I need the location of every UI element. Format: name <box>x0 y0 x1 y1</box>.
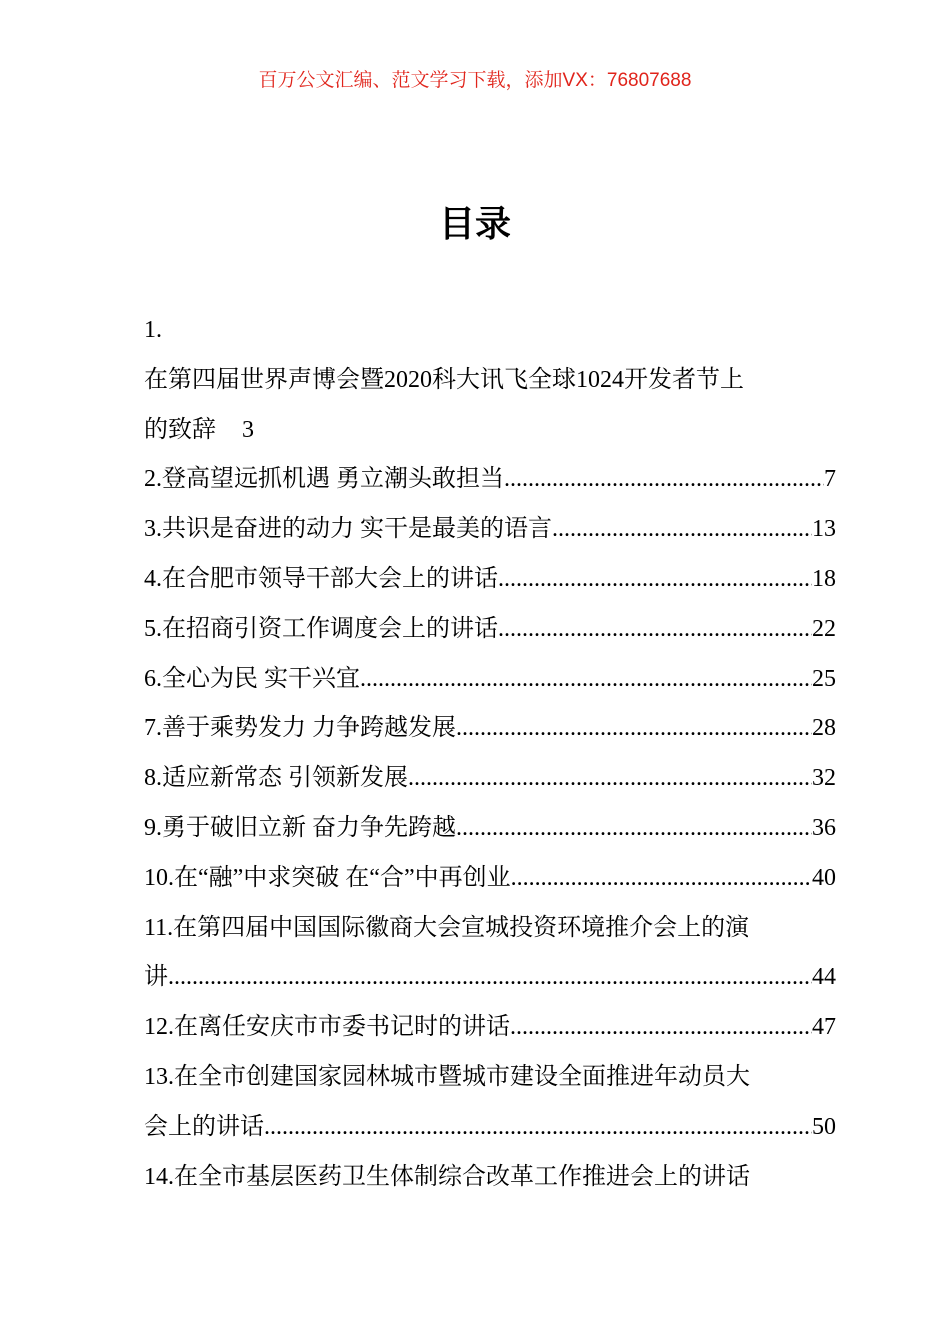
toc-entry-page: 36 <box>812 814 836 841</box>
toc-entry[interactable] <box>144 555 836 605</box>
toc-entry-text: 讲 <box>144 964 168 991</box>
toc-leader <box>498 605 812 655</box>
toc-entry-page: 13 <box>812 516 836 543</box>
toc-entry-page: 18 <box>812 565 836 592</box>
toc-entry-page: 28 <box>812 715 836 742</box>
toc-entry-13-line1[interactable]: 13.在全市创建国家园林城市暨城市建设全面推进年动员大 <box>144 1063 750 1090</box>
toc-leader <box>360 655 812 705</box>
toc-entry[interactable] <box>144 704 836 754</box>
toc-entry-text: 4.在合肥市领导干部大会上的讲话 <box>144 565 498 592</box>
toc-entry[interactable] <box>144 455 836 505</box>
toc-entry-text: 2.登高望远抓机遇 勇立潮头敢担当 <box>144 466 504 493</box>
toc-entry-1-line2 <box>144 406 836 456</box>
toc-entry-page: 32 <box>812 765 836 792</box>
toc-entry-14-line1[interactable]: 14.在全市基层医药卫生体制综合改革工作推进会上的讲话 <box>144 1163 750 1190</box>
toc-entry[interactable] <box>144 804 836 854</box>
toc-entry[interactable] <box>144 605 836 655</box>
toc-entry-13-line2[interactable] <box>144 1103 836 1153</box>
toc-leader <box>511 854 812 904</box>
toc-entry-text: 8.适应新常态 引领新发展 <box>144 765 408 792</box>
toc-entry-1-page: 3 <box>242 416 254 443</box>
toc-entry-11-line2[interactable] <box>144 953 836 1003</box>
toc-entry-12[interactable] <box>144 1003 836 1053</box>
toc-entry-page: 7 <box>824 466 836 493</box>
toc-entry-text: 会上的讲话 <box>144 1113 264 1140</box>
toc-entry[interactable] <box>144 754 836 804</box>
toc-entry-page: 40 <box>812 864 836 891</box>
toc-entry-1-line1: 在第四届世界声博会暨2020科大讯飞全球1024开发者节上 <box>144 366 744 393</box>
toc-leader <box>510 1003 812 1053</box>
toc-entry-page: 47 <box>812 1014 836 1041</box>
toc-entry-text: 9.勇于破旧立新 奋力争先跨越 <box>144 814 456 841</box>
toc-leader <box>168 953 812 1003</box>
toc-entry-1-number: 1. <box>144 317 162 343</box>
toc-entry-page: 25 <box>812 665 836 692</box>
toc-entry-page: 50 <box>812 1113 836 1140</box>
toc-entry-text: 12.在离任安庆市市委书记时的讲话 <box>144 1014 510 1041</box>
toc-entry[interactable] <box>144 854 836 904</box>
watermark-header: 百万公文汇编、范文学习下载，添加VX：76807688 <box>258 70 692 91</box>
toc-leader <box>498 555 812 605</box>
toc-entry-text: 5.在招商引资工作调度会上的讲话 <box>144 615 498 642</box>
toc-entry-page: 22 <box>812 615 836 642</box>
toc-entry-text: 6.全心为民 实干兴宜 <box>144 665 360 692</box>
toc-leader <box>264 1103 812 1153</box>
toc-entry[interactable] <box>144 505 836 555</box>
toc-leader <box>456 804 812 854</box>
toc-entry-text: 10.在“融”中求突破 在“合”中再创业 <box>144 864 511 891</box>
toc-entry-text: 3.共识是奋进的动力 实干是最美的语言 <box>144 516 552 543</box>
toc-entry[interactable] <box>144 655 836 705</box>
toc-entry-11-line1[interactable]: 11.在第四届中国国际徽商大会宣城投资环境推介会上的演 <box>144 914 750 941</box>
page-title: 目录 <box>438 204 511 245</box>
toc-leader <box>504 455 824 505</box>
toc-entry-1-text: 的致辞 <box>144 416 216 443</box>
toc-entry-text: 7.善于乘势发力 力争跨越发展 <box>144 715 456 742</box>
toc-leader <box>408 754 812 804</box>
table-of-contents <box>144 306 836 1202</box>
toc-entry-page: 44 <box>812 964 836 991</box>
toc-leader <box>456 704 812 754</box>
toc-leader <box>552 505 812 555</box>
